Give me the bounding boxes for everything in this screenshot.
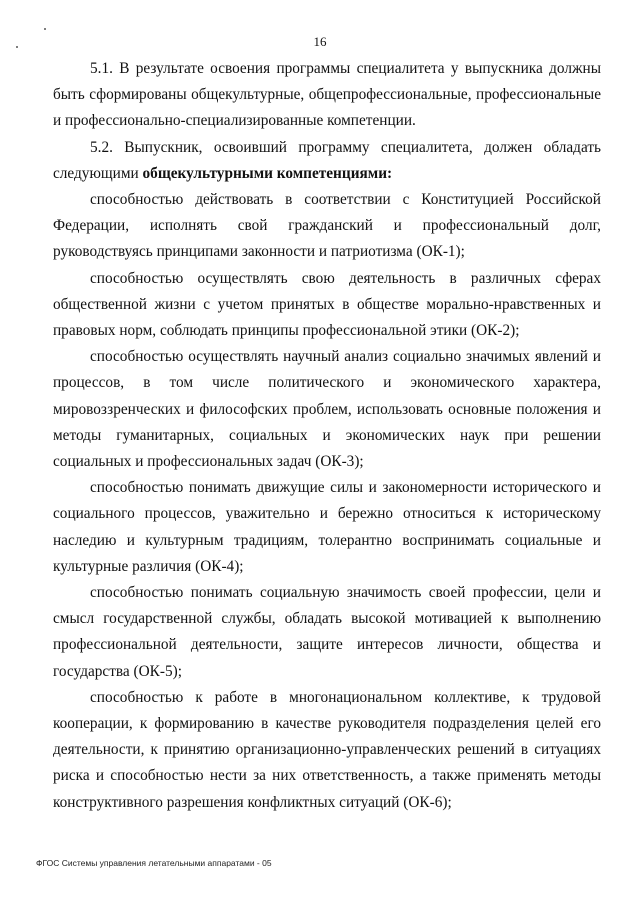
competence-ok-5: способностью понимать социальную значимость своей профессии, цели и смысл государственной службы, обладать высокой мотивацией к выполнению профессиональной деятельности, защите интересов личности, общества и государства (ОК-5); <box>53 584 601 680</box>
paragraph-5-2 <box>53 135 601 187</box>
competence-ok-3: способностью осуществлять научный анализ социально значимых явлений и процессов, в том числе политического и экономического характера, мировоззренческих и философских проблем, использовать основные положения и методы гуманитарных, социальных и экономических наук при решении социальных и профессиональных задач (ОК-3); <box>53 348 601 471</box>
page-footer: ФГОС Системы управления летательными аппаратами - 05 <box>36 858 272 868</box>
document-body <box>53 56 601 816</box>
paragraph-5-1: 5.1. В результате освоения программы специалитета у выпускника должны быть сформированы общекультурные, общепрофессиональные, профессиональные и профессионально-специализированные компетенции. <box>53 60 601 130</box>
paragraph-5-2-text: 5.2. Выпускник, освоивший программу специалитета, должен обладать следующими <box>53 138 601 182</box>
scan-speck <box>44 28 46 30</box>
competence-ok-6: способностью к работе в многонациональном коллективе, к трудовой кооперации, к формированию в качестве руководителя подразделения целей его деятельности, к принятию организационно-управленческих решений в ситуациях риска и способностью нести за них ответственность, а также применять методы конструктивного разрешения конфликтных ситуаций (ОК-6); <box>53 688 601 811</box>
bold-phrase: общекультурными компетенциями: <box>142 164 393 182</box>
competence-ok-4: способностью понимать движущие силы и закономерности исторического и социального процессов, уважительно и бережно относиться к историческому наследию и культурным традициям, толерантно воспринимать социальные и культурные различия (ОК-4); <box>53 479 601 575</box>
competence-ok-2: способностью осуществлять свою деятельность в различных сферах общественной жизни с учетом принятых в обществе морально-нравственных и правовых норм, соблюдать принципы профессиональной этики (ОК-2); <box>53 269 601 340</box>
page-number: 16 <box>313 34 327 49</box>
competence-ok-1: способностью действовать в соответствии с Конституцией Российской Федерации, исполнять свой гражданский и профессиональный долг, руководствуясь принципами законности и патриотизма (ОК-1); <box>53 191 601 261</box>
